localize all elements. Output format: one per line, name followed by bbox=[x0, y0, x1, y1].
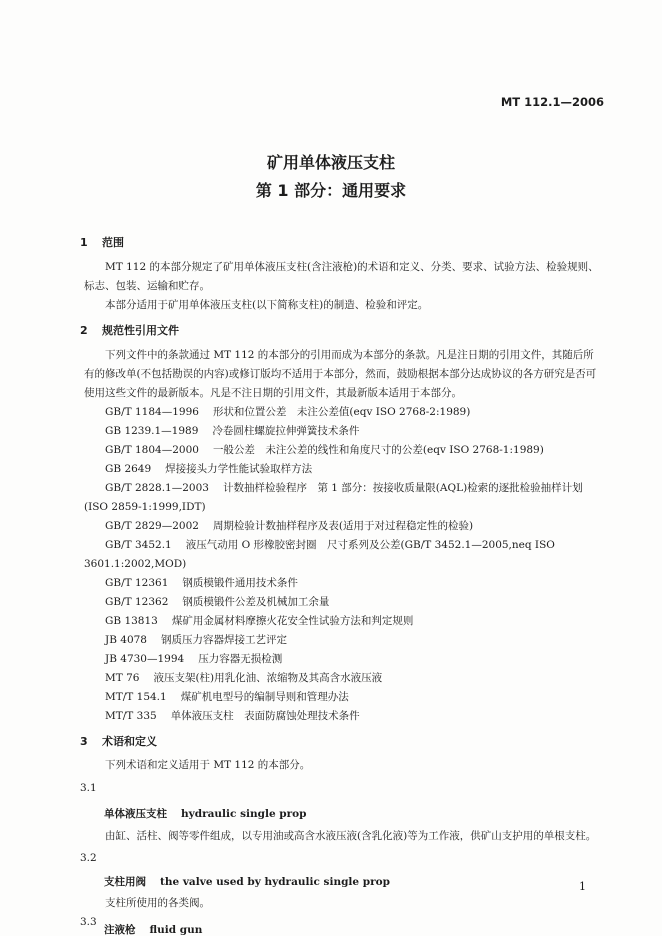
term-number: 3.1 bbox=[80, 782, 97, 794]
reference-code: GB 1239.1—1989 bbox=[105, 425, 199, 437]
reference-item bbox=[84, 422, 604, 441]
paragraph-text: 下列文件中的条款通过 MT 112 的本部分的引用而成为本部分的条款。凡是注日期的引用文件，其随后所有的修改单(不包括勘误的内容)或修订版均不适用于本部分，然而，鼓励根据本部分达成协议的各方研究是否可使用这些文件的最新版本。凡是不注日期的引用文件，其最新版本适用于本部分。 bbox=[84, 349, 597, 399]
reference-item bbox=[84, 574, 604, 593]
reference-item bbox=[84, 479, 604, 517]
reference-code: GB/T 1804—2000 bbox=[105, 444, 199, 456]
reference-item bbox=[84, 441, 604, 460]
section-number: 2 bbox=[80, 324, 88, 337]
reference-title: 单体液压支柱 表面防腐蚀处理技术条件 bbox=[170, 710, 360, 722]
reference-item bbox=[84, 631, 604, 650]
paragraph-text: 下列术语和定义适用于 MT 112 的本部分。 bbox=[105, 759, 311, 771]
reference-code: GB/T 2829—2002 bbox=[105, 520, 199, 532]
reference-title: 液压支架(柱)用乳化油、浓缩物及其高含水液压液 bbox=[153, 672, 383, 684]
doc-subtitle: 第 1 部分：通用要求 bbox=[255, 181, 407, 200]
paragraph-text: 本部分适用于矿用单体液压支柱(以下简称支柱)的制造、检验和评定。 bbox=[105, 299, 429, 311]
reference-title: 钢质模锻件公差及机械加工余量 bbox=[182, 596, 330, 608]
term-definition bbox=[84, 827, 604, 846]
paragraph-text: MT 112 的本部分规定了矿用单体液压支柱(含注液枪)的术语和定义、分类、要求、试验方法、检验规则、标志、包装、运输和贮存。 bbox=[84, 261, 599, 292]
reference-title: 液压气动用 O 形橡胶密封圈 尺寸系列及公差(GB/T 3452.1—2005,neq ISO 3601.1:2002,MOD) bbox=[84, 539, 555, 570]
reference-title: 压力容器无损检测 bbox=[198, 653, 283, 665]
reference-item bbox=[84, 536, 604, 574]
term-en: hydraulic single prop bbox=[181, 808, 307, 820]
reference-title: 冷卷圆柱螺旋拉伸弹簧技术条件 bbox=[212, 425, 360, 437]
reference-title: 钢质模锻件通用技术条件 bbox=[182, 577, 298, 589]
section-title: 范围 bbox=[102, 236, 124, 249]
term-cn: 注液枪 bbox=[104, 924, 136, 936]
reference-item bbox=[84, 669, 604, 688]
reference-title: 计数抽样检验程序 第 1 部分：按接收质量限(AQL)检索的逐批检验抽样计划(ISO 2859-1:1999,IDT) bbox=[84, 482, 583, 513]
term-number: 3.3 bbox=[80, 916, 97, 928]
reference-title: 一般公差 未注公差的线性和角度尺寸的公差(eqv ISO 2768-1:1989) bbox=[212, 444, 544, 456]
reference-code: GB/T 1184—1996 bbox=[105, 406, 199, 418]
reference-code: GB/T 3452.1 bbox=[105, 539, 172, 551]
reference-item bbox=[84, 593, 604, 612]
reference-code: GB 2649 bbox=[105, 463, 152, 475]
paragraph bbox=[84, 346, 604, 403]
reference-item bbox=[84, 517, 604, 536]
reference-code: JB 4730—1994 bbox=[105, 653, 185, 665]
paragraph bbox=[84, 258, 604, 296]
reference-title: 煤矿用金属材料摩擦火花安全性试验方法和判定规则 bbox=[171, 615, 414, 627]
section-number: 3 bbox=[80, 735, 88, 748]
paragraph bbox=[84, 756, 604, 775]
term-number: 3.2 bbox=[80, 852, 97, 864]
reference-code: GB/T 12362 bbox=[105, 596, 169, 608]
definition-text: 支柱所使用的各类阀。 bbox=[105, 897, 210, 909]
term-heading bbox=[104, 874, 390, 889]
term-en: the valve used by hydraulic single prop bbox=[160, 876, 390, 888]
reference-item bbox=[84, 403, 604, 422]
section-title: 术语和定义 bbox=[102, 735, 157, 748]
term-heading bbox=[104, 922, 202, 937]
section-2-heading bbox=[80, 322, 179, 338]
reference-code: MT 76 bbox=[105, 672, 140, 684]
reference-title: 形状和位置公差 未注公差值(eqv ISO 2768-2:1989) bbox=[212, 406, 471, 418]
reference-item bbox=[84, 707, 604, 726]
reference-title: 焊接接头力学性能试验取样方法 bbox=[165, 463, 313, 475]
definition-text: 由缸、活柱、阀等零件组成，以专用油或高含水液压液(含乳化液)等为工作液，供矿山支护用的单根支柱。 bbox=[105, 830, 597, 842]
reference-code: JB 4078 bbox=[105, 634, 147, 646]
reference-item bbox=[84, 460, 604, 479]
section-1-heading bbox=[80, 234, 124, 250]
reference-code: GB 13813 bbox=[105, 615, 158, 627]
section-title: 规范性引用文件 bbox=[102, 324, 179, 337]
reference-title: 钢质压力容器焊接工艺评定 bbox=[161, 634, 287, 646]
reference-item bbox=[84, 688, 604, 707]
term-cn: 支柱用阀 bbox=[104, 876, 146, 888]
section-number: 1 bbox=[80, 236, 88, 249]
reference-item bbox=[84, 650, 604, 669]
term-en: fluid gun bbox=[149, 924, 203, 936]
term-cn: 单体液压支柱 bbox=[104, 808, 167, 820]
paragraph bbox=[84, 296, 604, 315]
reference-code: MT/T 335 bbox=[105, 710, 157, 722]
reference-code: GB/T 12361 bbox=[105, 577, 169, 589]
standard-code: MT 112.1—2006 bbox=[500, 95, 604, 109]
page-number: 1 bbox=[579, 880, 586, 893]
doc-title: 矿用单体液压支柱 bbox=[266, 153, 395, 172]
reference-title: 煤矿机电型号的编制导则和管理办法 bbox=[180, 691, 349, 703]
reference-item bbox=[84, 612, 604, 631]
term-heading bbox=[104, 806, 307, 821]
reference-code: MT/T 154.1 bbox=[105, 691, 167, 703]
reference-title: 周期检验计数抽样程序及表(适用于对过程稳定性的检验) bbox=[212, 520, 474, 532]
term-definition bbox=[84, 894, 604, 913]
reference-code: GB/T 2828.1—2003 bbox=[105, 482, 209, 494]
section-3-heading bbox=[80, 733, 157, 749]
